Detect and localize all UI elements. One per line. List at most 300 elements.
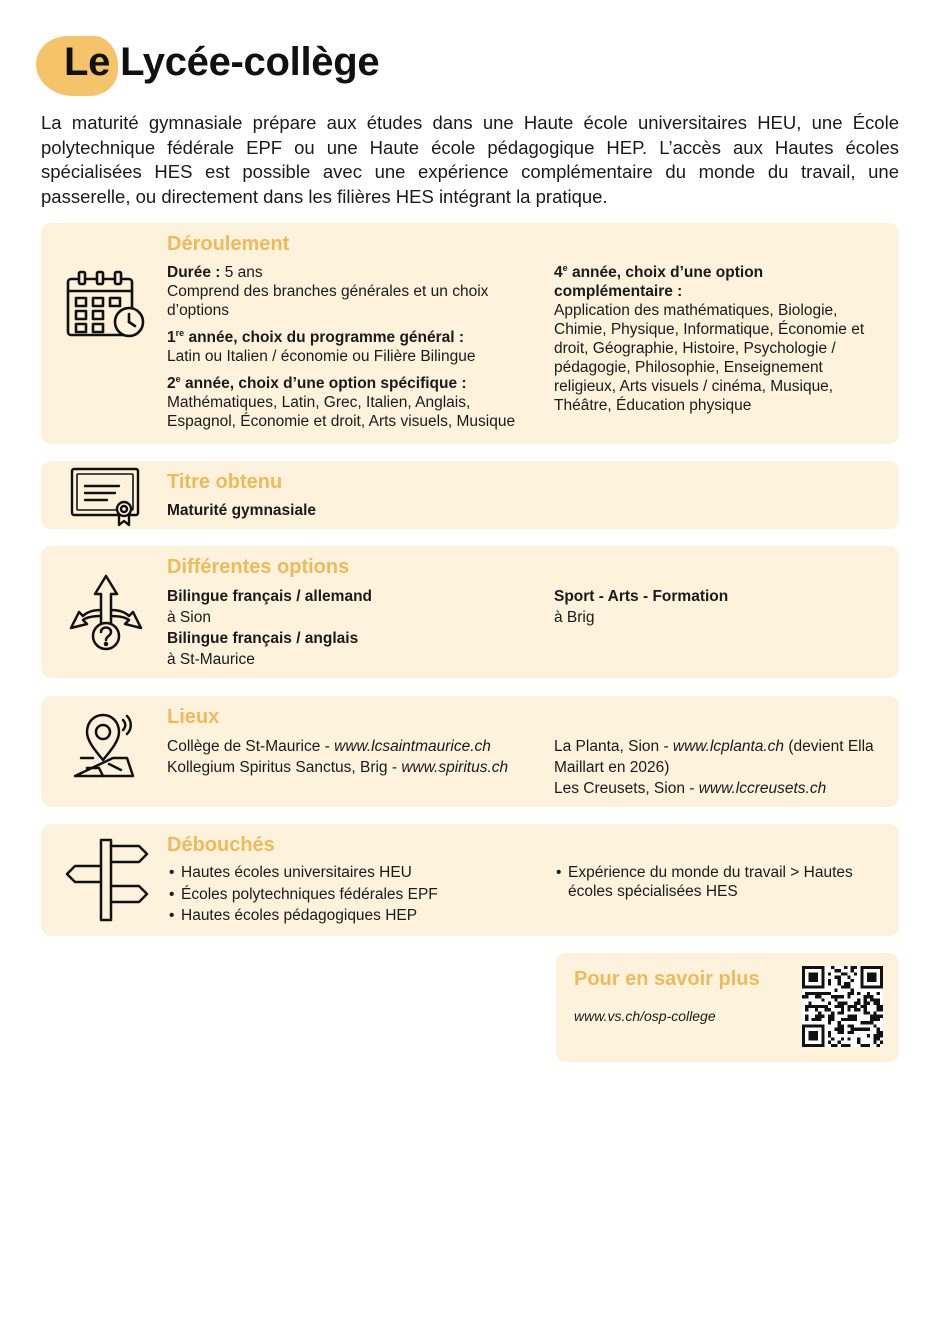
more-info-url[interactable]: www.vs.ch/osp-college (574, 1008, 716, 1024)
qr-module (847, 1037, 850, 1040)
qr-module (841, 1002, 844, 1005)
qr-module (818, 1005, 821, 1008)
qr-module (838, 1041, 841, 1044)
qr-module (834, 989, 837, 992)
deroulement-title: Déroulement (167, 233, 290, 255)
qr-module (805, 992, 808, 995)
calendar-clock-icon (63, 269, 147, 341)
qr-module (821, 972, 824, 975)
qr-module (821, 1041, 824, 1044)
qr-module (847, 1024, 850, 1027)
qr-module (873, 1041, 876, 1044)
qr-module (880, 976, 883, 979)
qr-module (818, 1044, 821, 1047)
qr-module (818, 1018, 821, 1021)
option-name: Bilingue français / allemand (167, 588, 373, 605)
qr-module (877, 992, 880, 995)
qr-module (841, 1024, 844, 1027)
qr-module (864, 1005, 867, 1008)
lieu-url[interactable]: www.lcsaintmaurice.ch (334, 738, 491, 755)
qr-module (815, 1008, 818, 1011)
qr-module (867, 1034, 870, 1037)
qr-module (812, 972, 815, 975)
qr-module (815, 995, 818, 998)
qr-module (815, 1034, 818, 1037)
list-item: • Hautes écoles universitaires HEU (167, 863, 547, 882)
qr-module (847, 992, 850, 995)
qr-module (857, 1002, 860, 1005)
more-info-card (556, 953, 899, 1062)
qr-module (877, 1031, 880, 1034)
qr-module (802, 1044, 805, 1047)
debouches-list (554, 863, 884, 901)
qr-module (834, 976, 837, 979)
qr-module (821, 1024, 824, 1027)
qr-module (812, 1044, 815, 1047)
qr-module (844, 985, 847, 988)
titre-value: Maturité gymnasiale (167, 502, 317, 519)
lieu-url[interactable]: www.lccreusets.ch (698, 780, 827, 797)
qr-module (841, 995, 844, 998)
year1-value: Latin ou Italien / économie ou Filière Bilingue (167, 348, 476, 365)
qr-module (821, 992, 824, 995)
qr-module (815, 1005, 818, 1008)
qr-module (808, 1005, 811, 1008)
title-highlight: Le (64, 40, 111, 84)
qr-module (805, 985, 808, 988)
qr-module (812, 1031, 815, 1034)
qr-module (802, 1041, 805, 1044)
qr-module (870, 979, 873, 982)
qr-module (851, 992, 854, 995)
qr-module (857, 1008, 860, 1011)
qr-module (880, 1034, 883, 1037)
qr-module (805, 1008, 808, 1011)
qr-module (838, 976, 841, 979)
qr-module (815, 1031, 818, 1034)
qr-module (844, 1018, 847, 1021)
titre-card (41, 461, 899, 529)
qr-module (812, 992, 815, 995)
qr-module (860, 969, 863, 972)
qr-module (805, 995, 808, 998)
qr-module (860, 1005, 863, 1008)
qr-module (873, 998, 876, 1001)
options-title: Différentes options (167, 556, 350, 578)
qr-module (812, 1018, 815, 1021)
qr-module (867, 992, 870, 995)
qr-module (808, 972, 811, 975)
qr-module (847, 1015, 850, 1018)
qr-module (818, 1011, 821, 1014)
lieux-right-column (554, 736, 884, 799)
qr-module (847, 985, 850, 988)
signpost-icon (65, 838, 149, 922)
certificate-icon (69, 465, 143, 527)
qr-module (808, 976, 811, 979)
qr-module (851, 979, 854, 982)
qr-module (802, 969, 805, 972)
qr-module (808, 1031, 811, 1034)
qr-module (860, 966, 863, 969)
qr-code-icon[interactable] (802, 966, 883, 1047)
qr-module (828, 1018, 831, 1021)
qr-module (821, 1015, 824, 1018)
qr-module (812, 985, 815, 988)
option-place: à Brig (554, 609, 595, 626)
map-pin-icon (73, 710, 139, 780)
qr-module (844, 972, 847, 975)
qr-module (867, 1028, 870, 1031)
qr-module (808, 979, 811, 982)
qr-module (847, 976, 850, 979)
qr-module (812, 966, 815, 969)
qr-module (854, 1005, 857, 1008)
option-item (167, 586, 537, 628)
qr-module (821, 969, 824, 972)
qr-module (851, 1005, 854, 1008)
year4-value: Application des mathématiques, Biologie, Chimie, Physique, Informatique, Économie et droit, Géographie, Histoire, Psychologie / pédagogie, Philosophie, Enseignement religieux, Arts visuels / cinéma, Musique, Théâtre, Éducation physique (554, 302, 865, 414)
qr-module (854, 1028, 857, 1031)
qr-module (847, 1018, 850, 1021)
qr-module (877, 1002, 880, 1005)
qr-module (880, 1005, 883, 1008)
title-main: Lycée-collège (120, 40, 380, 84)
qr-module (854, 1008, 857, 1011)
qr-module (821, 1034, 824, 1037)
intro-paragraph: La maturité gymnasiale prépare aux études dans une Haute école universitaires HEU, une École polytechnique fédérale EPF ou une Haute école pédagogique HEP. L’accès aux Hautes écoles spécialisées HES est possible avec une expérience complémentaire du monde du travail, une passerelle, ou directement dans les filières HES intégrant la pratique. (41, 112, 899, 207)
qr-module (864, 1021, 867, 1024)
deroulement-card (41, 223, 899, 444)
qr-module (877, 966, 880, 969)
lieu-item: Kollegium Spiritus Sanctus, Brig - www.spiritus.ch (167, 759, 509, 776)
qr-module (828, 979, 831, 982)
qr-module (877, 1044, 880, 1047)
qr-module (821, 1044, 824, 1047)
qr-module (821, 1028, 824, 1031)
duree-value: 5 ans (220, 264, 263, 281)
qr-module (838, 969, 841, 972)
qr-module (808, 1002, 811, 1005)
duree-desc: Comprend des branches générales et un choix d’options (167, 283, 489, 319)
qr-module (838, 982, 841, 985)
qr-module (831, 1015, 834, 1018)
qr-module (841, 1037, 844, 1040)
qr-module (828, 1008, 831, 1011)
qr-module (847, 982, 850, 985)
qr-module (873, 966, 876, 969)
lieu-url[interactable]: www.spiritus.ch (401, 759, 509, 776)
qr-module (880, 1031, 883, 1034)
qr-module (838, 1021, 841, 1024)
qr-module (857, 992, 860, 995)
qr-module (808, 966, 811, 969)
option-name: Bilingue français / anglais (167, 630, 359, 647)
qr-module (812, 979, 815, 982)
qr-module (828, 1034, 831, 1037)
qr-module (854, 1015, 857, 1018)
qr-module (818, 1024, 821, 1027)
qr-module (828, 992, 831, 995)
qr-module (818, 992, 821, 995)
qr-module (821, 979, 824, 982)
qr-module (834, 998, 837, 1001)
duree-block (167, 263, 537, 320)
qr-module (867, 1044, 870, 1047)
qr-module (815, 976, 818, 979)
qr-module (808, 1044, 811, 1047)
qr-module (870, 995, 873, 998)
option-place: à Sion (167, 609, 211, 626)
qr-module (880, 972, 883, 975)
qr-module (808, 1037, 811, 1040)
qr-module (805, 966, 808, 969)
qr-module (870, 972, 873, 975)
qr-module (802, 1034, 805, 1037)
lieu-item: Les Creusets, Sion - www.lccreusets.ch (554, 780, 827, 797)
more-info-title: Pour en savoir plus (574, 968, 760, 990)
qr-module (851, 989, 854, 992)
qr-module (802, 985, 805, 988)
qr-module (867, 1002, 870, 1005)
qr-module (841, 1008, 844, 1011)
list-item: • Écoles polytechniques fédérales EPF (167, 885, 547, 904)
qr-module (818, 985, 821, 988)
debouches-card (41, 824, 899, 936)
qr-module (828, 972, 831, 975)
titre-title: Titre obtenu (167, 471, 283, 493)
qr-module (838, 1002, 841, 1005)
qr-module (812, 1024, 815, 1027)
qr-module (802, 1037, 805, 1040)
page-header (36, 34, 556, 96)
qr-module (877, 1028, 880, 1031)
qr-module (815, 992, 818, 995)
qr-module (870, 998, 873, 1001)
qr-module (831, 1044, 834, 1047)
qr-module (844, 982, 847, 985)
qr-module (880, 985, 883, 988)
qr-module (821, 985, 824, 988)
qr-module (838, 1028, 841, 1031)
qr-module (828, 982, 831, 985)
qr-module (834, 1044, 837, 1047)
qr-module (854, 972, 857, 975)
debouches-left-column (167, 863, 547, 928)
options-right-column (554, 586, 884, 628)
lieux-title: Lieux (167, 706, 220, 728)
qr-module (831, 1037, 834, 1040)
qr-module (860, 972, 863, 975)
qr-module (818, 966, 821, 969)
year4-label: 4e année, choix d’une option complémentaire : (554, 263, 764, 300)
option-item (167, 628, 537, 670)
qr-module (815, 1044, 818, 1047)
qr-module (838, 995, 841, 998)
year2-value: Mathématiques, Latin, Grec, Italien, Anglais, Espagnol, Économie et droit, Arts visuels, Musique (167, 394, 516, 430)
list-item: • Expérience du monde du travail > Hautes écoles spécialisées HES (554, 863, 884, 901)
qr-module (808, 992, 811, 995)
qr-module (860, 982, 863, 985)
options-left-column (167, 586, 537, 670)
lieux-left-column (167, 736, 537, 778)
qr-module (815, 985, 818, 988)
year2-block (167, 374, 537, 431)
qr-module (873, 985, 876, 988)
qr-module (854, 1002, 857, 1005)
qr-module (825, 1005, 828, 1008)
debouches-right-column (554, 863, 884, 904)
qr-module (851, 1024, 854, 1027)
qr-module (828, 1031, 831, 1034)
qr-module (821, 998, 824, 1001)
qr-module (873, 972, 876, 975)
qr-module (880, 1041, 883, 1044)
year1-block (167, 328, 537, 366)
qr-module (828, 1041, 831, 1044)
qr-module (802, 972, 805, 975)
qr-module (860, 979, 863, 982)
qr-module (834, 969, 837, 972)
option-name: Sport - Arts - Formation (554, 588, 729, 605)
qr-module (860, 1044, 863, 1047)
qr-module (857, 998, 860, 1001)
qr-module (828, 1015, 831, 1018)
qr-module (805, 1015, 808, 1018)
qr-module (815, 1037, 818, 1040)
qr-module (867, 1011, 870, 1014)
qr-module (847, 1031, 850, 1034)
qr-module (851, 966, 854, 969)
qr-module (873, 1002, 876, 1005)
lieu-item: Collège de St-Maurice - www.lcsaintmaurice.ch (167, 738, 491, 755)
qr-module (854, 966, 857, 969)
qr-module (834, 1028, 837, 1031)
qr-module (802, 976, 805, 979)
qr-module (838, 1005, 841, 1008)
qr-module (841, 1044, 844, 1047)
qr-module (802, 1031, 805, 1034)
qr-module (815, 972, 818, 975)
qr-module (867, 995, 870, 998)
qr-module (834, 995, 837, 998)
qr-module (880, 969, 883, 972)
qr-module (860, 976, 863, 979)
year4-block (554, 263, 884, 415)
qr-module (873, 976, 876, 979)
year2-label: 2e année, choix d’une option spécifique : (167, 374, 467, 392)
qr-module (834, 1005, 837, 1008)
qr-module (857, 1037, 860, 1040)
qr-module (844, 966, 847, 969)
qr-module (815, 966, 818, 969)
qr-module (880, 1015, 883, 1018)
qr-module (864, 1008, 867, 1011)
qr-module (873, 1018, 876, 1021)
qr-module (864, 985, 867, 988)
deroulement-right-column (554, 263, 884, 415)
qr-module (867, 985, 870, 988)
qr-module (880, 982, 883, 985)
option-item (554, 586, 884, 628)
qr-module (838, 1031, 841, 1034)
qr-module (864, 995, 867, 998)
qr-module (867, 966, 870, 969)
qr-module (867, 979, 870, 982)
qr-module (864, 1028, 867, 1031)
qr-module (821, 976, 824, 979)
qr-module (808, 1024, 811, 1027)
year1-label: 1re année, choix du programme général : (167, 328, 465, 346)
deroulement-left-column (167, 263, 537, 431)
qr-module (821, 982, 824, 985)
qr-module (851, 969, 854, 972)
qr-module (877, 985, 880, 988)
qr-module (831, 966, 834, 969)
qr-module (818, 1015, 821, 1018)
list-item: • Hautes écoles pédagogiques HEP (167, 906, 547, 925)
qr-module (821, 966, 824, 969)
qr-module (821, 1037, 824, 1040)
qr-module (864, 998, 867, 1001)
qr-module (877, 998, 880, 1001)
qr-module (831, 1011, 834, 1014)
qr-module (880, 979, 883, 982)
qr-module (828, 1021, 831, 1024)
qr-module (857, 1028, 860, 1031)
qr-module (838, 979, 841, 982)
options-card (41, 546, 899, 678)
qr-module (870, 1015, 873, 1018)
qr-module (847, 1008, 850, 1011)
qr-module (844, 1044, 847, 1047)
lieu-url[interactable]: www.lcplanta.ch (672, 738, 785, 755)
lieu-item: La Planta, Sion - www.lcplanta.ch (devient Ella Maillart en 2026) (554, 738, 874, 776)
qr-module (841, 1018, 844, 1021)
qr-module (867, 1021, 870, 1024)
qr-module (808, 1034, 811, 1037)
qr-module (808, 985, 811, 988)
qr-module (864, 966, 867, 969)
qr-module (802, 995, 805, 998)
qr-module (860, 985, 863, 988)
qr-module (812, 976, 815, 979)
qr-module (812, 1037, 815, 1040)
qr-module (860, 1021, 863, 1024)
qr-module (841, 972, 844, 975)
qr-module (873, 1015, 876, 1018)
qr-module (870, 1021, 873, 1024)
qr-module (877, 1005, 880, 1008)
qr-module (802, 979, 805, 982)
qr-module (821, 1031, 824, 1034)
qr-module (841, 1028, 844, 1031)
qr-module (812, 1005, 815, 1008)
qr-module (838, 1024, 841, 1027)
qr-module (870, 966, 873, 969)
lieux-card (41, 696, 899, 807)
qr-module (815, 1015, 818, 1018)
qr-module (870, 976, 873, 979)
qr-module (864, 1011, 867, 1014)
debouches-list (167, 863, 547, 925)
qr-module (844, 1002, 847, 1005)
qr-module (821, 1005, 824, 1008)
duree-label: Durée : (167, 264, 221, 281)
qr-module (818, 995, 821, 998)
qr-module (851, 1015, 854, 1018)
qr-module (851, 1018, 854, 1021)
